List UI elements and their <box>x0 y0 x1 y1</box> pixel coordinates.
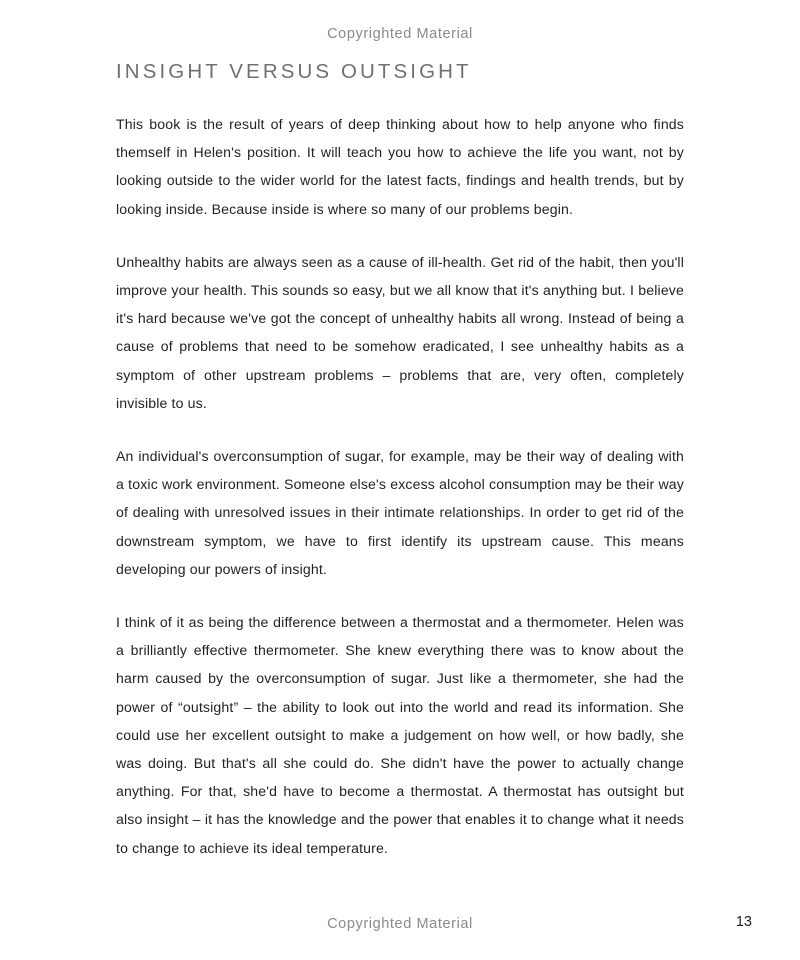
page-title: INSIGHT VERSUS OUTSIGHT <box>116 60 472 83</box>
page-content <box>116 60 684 862</box>
copyright-watermark-bottom: Copyrighted Material <box>327 916 473 932</box>
body-paragraph: This book is the result of years of deep thinking about how to help anyone who finds themself in Helen's position. It will teach you how to achieve the life you want, not by looking outside to the wider world for the latest facts, findings and health trends, but by looking inside. Because inside is where so many of our problems begin. <box>116 116 684 217</box>
copyright-watermark-top: Copyrighted Material <box>327 26 473 42</box>
page-number: 13 <box>735 914 752 930</box>
body-paragraph: Unhealthy habits are always seen as a cause of ill-health. Get rid of the habit, then you'll improve your health. This sounds so easy, but we all know that it's anything but. I believe it's hard because we've got the concept of unhealthy habits all wrong. Instead of being a cause of problems that need to be somehow eradicated, I see unhealthy habits as a symptom of other upstream problems – problems that are, very often, completely invisible to us. <box>116 253 684 411</box>
body-paragraph: An individual's overconsumption of sugar, for example, may be their way of dealing with a toxic work environment. Someone else's excess alcohol consumption may be their way of dealing with unresolved issues in their intimate relationships. In order to get rid of the downstream symptom, we have to first identify its upstream cause. This means developing our powers of insight. <box>116 448 684 577</box>
body-paragraph: I think of it as being the difference between a thermostat and a thermometer. Helen was a brilliantly effective thermometer. She knew everything there was to know about the harm caused by the overconsumption of sugar. Just like a thermometer, she had the power of “outsight” – the ability to look out into the world and read its information. She could use her excellent outsight to make a judgement on how well, or how badly, she was doing. But that's all she could do. She didn't have the power to actually change anything. For that, she'd have to become a thermostat. A thermostat has outsight but also insight – it has the knowledge and the power that enables it to change what it needs to change to achieve its ideal temperature. <box>116 614 684 856</box>
